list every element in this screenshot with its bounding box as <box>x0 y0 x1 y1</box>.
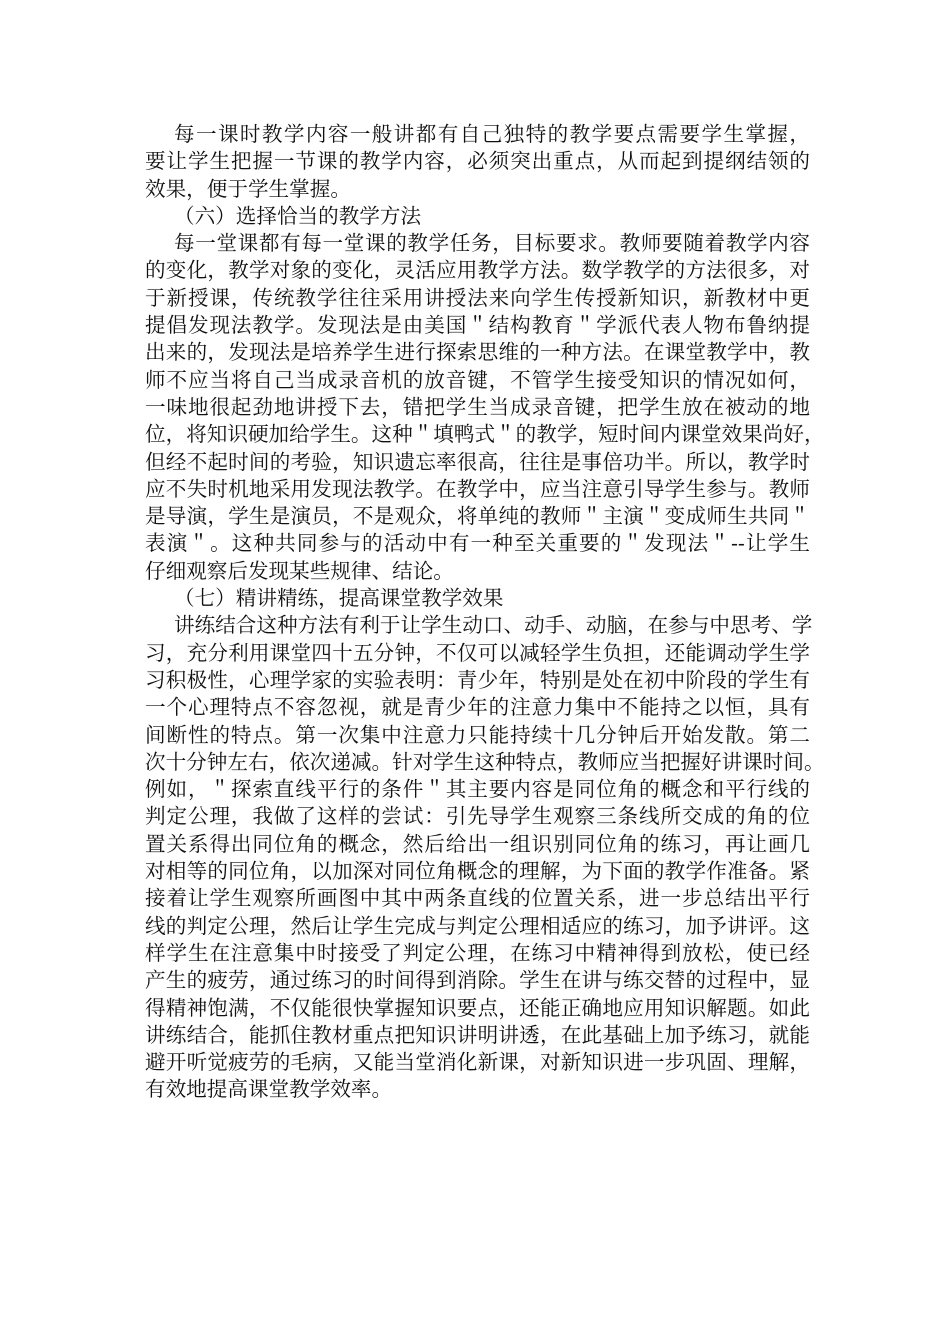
text-line: 产生的疲劳，通过练习的时间得到消除。学生在讲与练交替的过程中，显 <box>145 968 810 993</box>
text-line: 一味地很起劲地讲授下去，错把学生当成录音键，把学生放在被动的地 <box>145 394 810 419</box>
text-line: 习，充分利用课堂四十五分钟，不仅可以减轻学生负担，还能调动学生学 <box>145 640 810 665</box>
text-line: 表演＂。这种共同参与的活动中有一种至关重要的＂发现法＂--让学生 <box>145 531 810 556</box>
text-line: 得精神饱满，不仅能很快掌握知识要点，还能正确地应用知识解题。如此 <box>145 995 810 1020</box>
text-line: 要让学生把握一节课的教学内容，必须突出重点，从而起到提纲结领的 <box>145 149 810 174</box>
text-line: 对相等的同位角，以加深对同位角概念的理解，为下面的教学作准备。紧 <box>145 859 810 884</box>
text-line: 讲练结合这种方法有利于让学生动口、动手、动脑，在参与中思考、学 <box>174 613 813 638</box>
text-line: 样学生在注意集中时接受了判定公理，在练习中精神得到放松，使已经 <box>145 940 810 965</box>
text-line: 的变化，教学对象的变化，灵活应用教学方法。数学教学的方法很多，对 <box>145 258 810 283</box>
text-line: 有效地提高课堂教学效率。 <box>145 1077 393 1102</box>
text-line: 提倡发现法教学。发现法是由美国＂结构教育＂学派代表人物布鲁纳提 <box>145 313 810 338</box>
text-line: 位，将知识硬加给学生。这种＂填鸭式＂的教学，短时间内课堂效果尚好， <box>145 422 825 447</box>
text-line: 效果，便于学生掌握。 <box>145 176 351 201</box>
text-line: 次十分钟左右，依次递减。针对学生这种特点，教师应当把握好讲课时间。 <box>145 749 825 774</box>
text-line: 仔细观察后发现某些规律、结论。 <box>145 558 454 583</box>
text-line: 是导演，学生是演员，不是观众，将单纯的教师＂主演＂变成师生共同＂ <box>145 504 810 529</box>
text-line: 师不应当将自己当成录音机的放音键，不管学生接受知识的情况如何， <box>145 367 810 392</box>
text-line: 于新授课，传统教学往往采用讲授法来向学生传授新知识，新教材中更 <box>145 285 810 310</box>
text-line: 习积极性，心理学家的实验表明：青少年，特别是处在初中阶段的学生有 <box>145 667 810 692</box>
body-text <box>145 121 825 1104</box>
text-line: 间断性的特点。第一次集中注意力只能持续十几分钟后开始发散。第二 <box>145 722 810 747</box>
text-line: 出来的，发现法是培养学生进行探索思维的一种方法。在课堂教学中，教 <box>145 340 810 365</box>
text-line: 避开听觉疲劳的毛病，又能当堂消化新课，对新知识进一步巩固、理解， <box>145 1050 810 1075</box>
text-line: 讲练结合，能抓住教材重点把知识讲明讲透，在此基础上加予练习，就能 <box>145 1022 810 1047</box>
text-line: 每一堂课都有每一堂课的教学任务，目标要求。教师要随着教学内容 <box>174 231 810 256</box>
text-line: 例如，＂探索直线平行的条件＂其主要内容是同位角的概念和平行线的 <box>145 777 810 802</box>
text-line: 但经不起时间的考验，知识遗忘率很高，往往是事倍功半。所以，教学时 <box>145 449 810 474</box>
text-line: 置关系得出同位角的概念，然后给出一组识别同位角的练习，再让画几 <box>145 831 810 856</box>
text-line: 每一课时教学内容一般讲都有自己独特的教学要点需要学生掌握， <box>174 122 810 146</box>
text-line: 一个心理特点不容忽视，就是青少年的注意力集中不能持之以恒，具有 <box>145 695 810 720</box>
text-line: 判定公理，我做了这样的尝试：引先导学生观察三条线所交成的角的位 <box>145 804 810 829</box>
section-heading: （六）选择恰当的教学方法 <box>174 203 422 228</box>
section-heading: （七）精讲精练，提高课堂教学效果 <box>174 586 504 611</box>
text-line: 线的判定公理，然后让学生完成与判定公理相适应的练习，加予讲评。这 <box>145 913 810 938</box>
text-line: 应不失时机地采用发现法教学。在教学中，应当注意引导学生参与。教师 <box>145 476 810 501</box>
text-line: 接着让学生观察所画图中其中两条直线的位置关系，进一步总结出平行 <box>145 886 810 911</box>
